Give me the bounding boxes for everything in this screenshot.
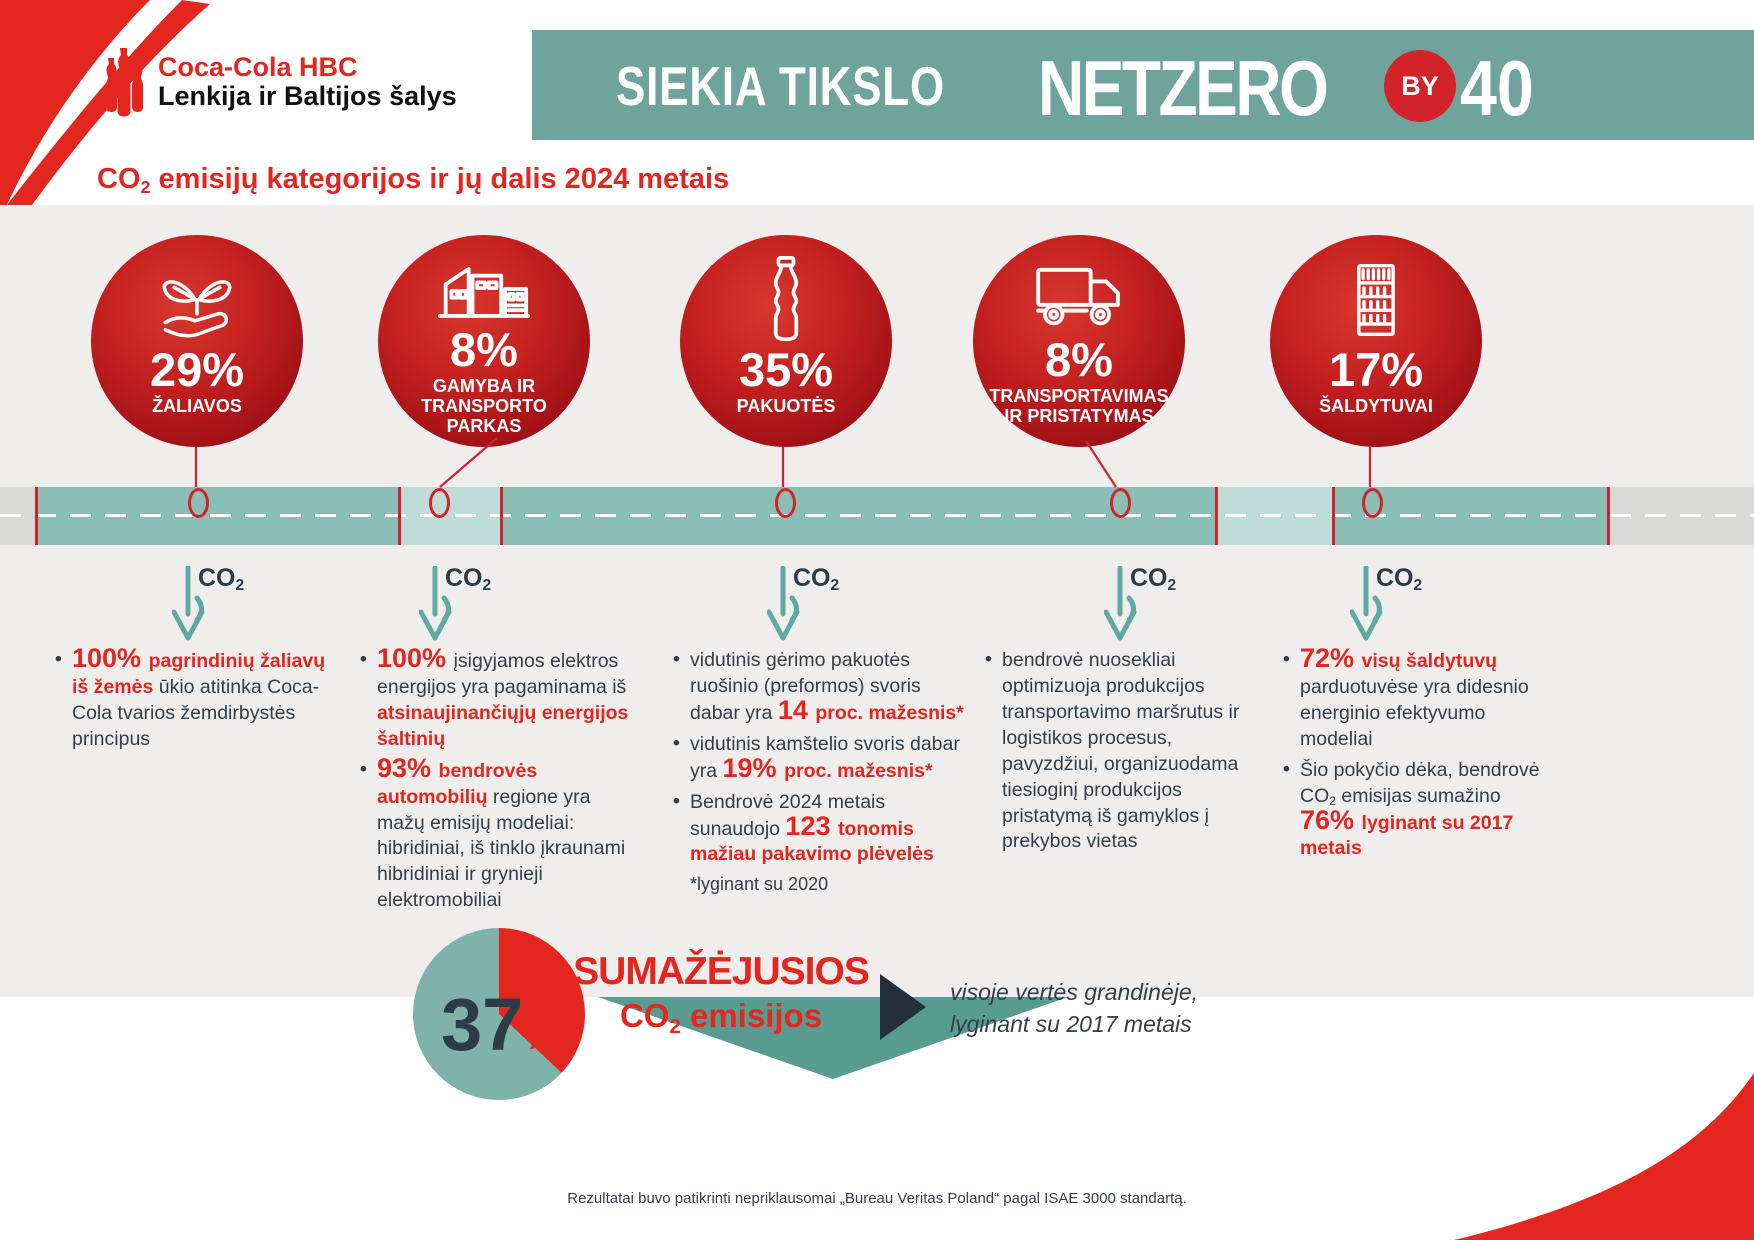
co2-arrow-label: CO2: [198, 564, 245, 595]
column-zaliavos: [55, 643, 333, 758]
summary-note: [950, 976, 1198, 1040]
bar-divider: [1332, 487, 1335, 545]
bar-marker: [1362, 488, 1383, 518]
play-triangle-icon: [880, 974, 926, 1040]
logo-region-text: Lenkija ir Baltijos šalys: [158, 81, 457, 111]
pin-lines: [0, 0, 1754, 560]
summary-title-line1: SUMAŽĖJUSIOS: [573, 950, 869, 993]
bullet: • Bendrovė 2024 metais sunaudojo 123 tonomis mažiau pakavimo plėvelės: [673, 790, 973, 869]
co2-arrow-label: CO2: [1130, 564, 1177, 595]
page-title: CO2 emisijų kategorijos ir jų dalis 2024 metais: [97, 163, 730, 198]
bar-divider: [1607, 487, 1610, 545]
summary-title: [556, 950, 886, 1038]
category-percent: 8%: [450, 322, 518, 376]
summary-title-line2: CO2 emisijos: [619, 996, 823, 1038]
footnote: *lyginant su 2020: [690, 874, 829, 895]
bullet: • 100% įsigyjamos elektros energijos yra pagaminama iš atsinaujinančiųjų energijos šaltinių: [360, 648, 642, 753]
category-percent: 8%: [1045, 332, 1113, 386]
co2-arrow: [767, 566, 857, 651]
category-label: TRANSPORTAVIMAS IR PRISTATYMAS: [989, 385, 1169, 426]
column-saldytuvai: [1283, 643, 1555, 867]
co2-arrow-label: CO2: [793, 564, 840, 595]
bar-marker: [429, 488, 450, 518]
column-gamyba: [360, 643, 642, 919]
co2-arrow: [419, 566, 509, 651]
column-pakuotes: [673, 648, 973, 897]
bullet: • vidutinis kamštelio svoris dabar yra 19% proc. mažesnis*: [673, 732, 973, 785]
pie-percent-number: 37: [440, 982, 524, 1066]
bar-divider: [398, 487, 401, 545]
netzero-by-badge: BY: [1384, 50, 1456, 122]
banner-tagline: SIEKIA TIKSLO: [616, 55, 946, 117]
verification-footer: Rezultatai buvo patikrinti nepriklausomai „Bureau Veritas Poland“ pagal ISAE 3000 standartą.: [567, 1190, 1187, 1207]
pie-percent-sign: %: [523, 1015, 558, 1058]
netzero-year: 40: [1460, 44, 1534, 132]
co2-arrow: [1350, 566, 1440, 651]
category-percent: 17%: [1328, 342, 1424, 396]
bullet: • 100% pagrindinių žaliavų iš žemės ūkio atitinka Coca-Cola tvarios žemdirbystės principus: [55, 648, 333, 753]
category-label: GAMYBA IR TRANSPORTO PARKAS: [421, 375, 547, 437]
red-swoosh-bottom-right: [1454, 1065, 1754, 1240]
bar-dashed-line: [0, 514, 1754, 517]
category-label: ŠALDYTUVAI: [1319, 395, 1433, 416]
category-label: ŽALIAVOS: [152, 395, 242, 416]
summary-note-line1: visoje vertės grandinėje,: [950, 979, 1199, 1005]
bar-marker: [775, 488, 796, 518]
logo-brand-text: Coca-Cola HBC: [158, 51, 358, 82]
bar-divider: [35, 487, 38, 545]
co2-arrow: [1104, 566, 1194, 651]
co2-arrow-label: CO2: [445, 564, 492, 595]
column-transportavimas: [985, 648, 1267, 860]
bar-marker: [1110, 488, 1131, 518]
bullet: • 93% bendrovės automobilių regione yra mažų emisijų modeliai: hibridiniai, iš tinklo įkraunami hibridiniai ir grynieji elektromobiliai: [360, 758, 642, 915]
category-label: PAKUOTĖS: [736, 395, 836, 416]
bullet: • bendrovė nuosekliai optimizuoja produkcijos transportavimo maršrutus ir logistikos procesus, pavyzdžiui, organizuodama tiesioginį produkcijos pristatymą iš gamyklos į prekybos vietas: [985, 648, 1267, 855]
bullet: • vidutinis gėrimo pakuotės ruošinio (preformos) svoris dabar yra 14 proc. mažesnis*: [673, 648, 973, 727]
co2-arrow-label: CO2: [1376, 564, 1423, 595]
category-percent: 35%: [738, 342, 834, 396]
co2-arrow: [172, 566, 262, 651]
bullet: • 72% visų šaldytuvų parduotuvėse yra didesnio energinio efektyvumo modeliai: [1283, 648, 1555, 753]
summary-note-line2: lyginant su 2017 metais: [950, 1011, 1192, 1038]
category-percent: 29%: [149, 342, 245, 396]
bar-divider: [500, 487, 503, 545]
bar-marker: [188, 488, 209, 518]
bar-divider: [1215, 487, 1218, 545]
netzero-wordmark: NETZERO: [1038, 44, 1327, 132]
bullet: • Šio pokyčio dėka, bendrovė CO2 emisijas sumažino 76% lyginant su 2017 metais: [1283, 758, 1555, 863]
